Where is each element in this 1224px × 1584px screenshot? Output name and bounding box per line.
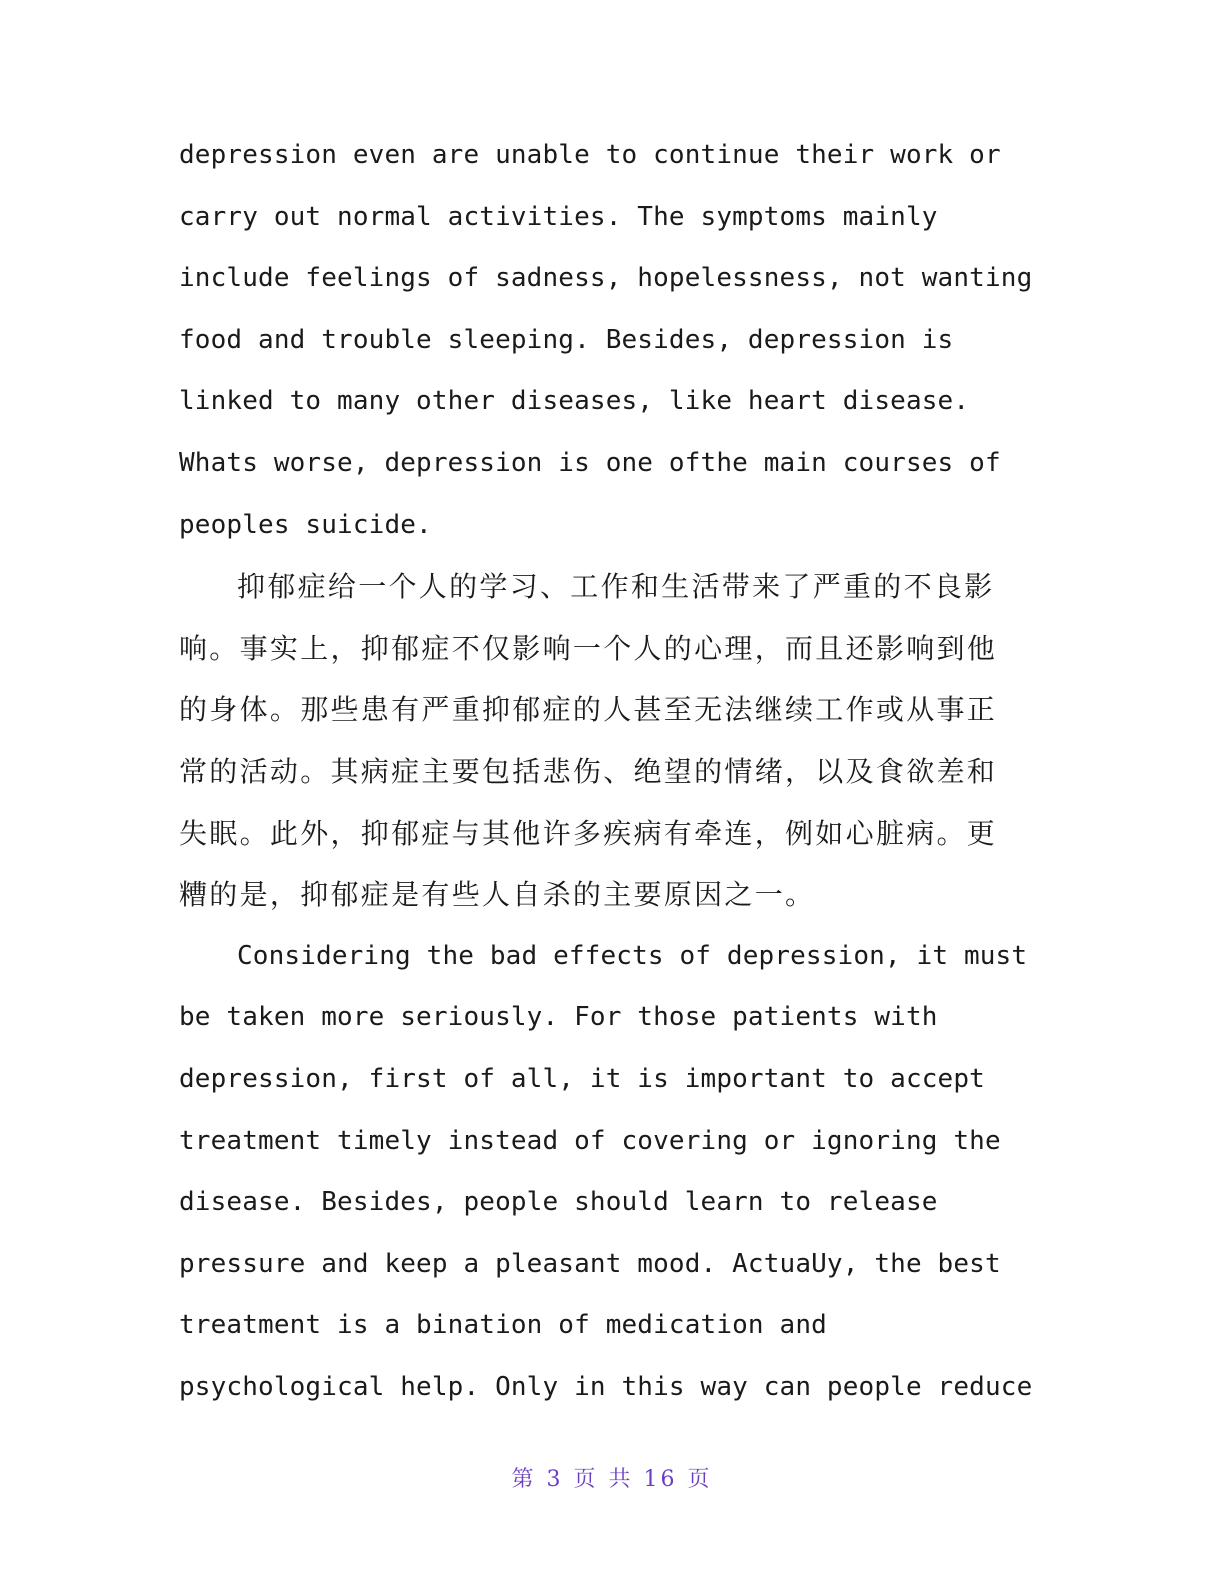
text-line: depression even are unable to continue their work or	[179, 140, 1001, 170]
text-line: disease. Besides, people should learn to release	[179, 1187, 938, 1218]
text-line: Whats worse, depression is one ofthe main courses of	[179, 447, 1001, 478]
text-line: include feelings of sadness, hopelessness, not wanting	[179, 263, 1033, 294]
text-line: food and trouble sleeping. Besides, depression is	[179, 324, 954, 355]
text-line: 糟的是，抑郁症是有些人自杀的主要原因之一。	[179, 878, 816, 912]
text-line: 常的活动。其病症主要包括悲伤、绝望的情绪，以及食欲差和	[179, 754, 998, 788]
text-line: psychological help. Only in this way can people reduce	[179, 1371, 1033, 1402]
text-line: pressure and keep a pleasant mood. ActuaUy, the best	[179, 1248, 1001, 1279]
text-line: be taken more seriously. For those patients with	[179, 1002, 938, 1033]
text-line: 响。事实上，抑郁症不仅影响一个人的心理，而且还影响到他	[179, 631, 998, 665]
text-line: 失眠。此外，抑郁症与其他许多疾病有牵连，例如心脏病。更	[179, 816, 998, 850]
text-line: Considering the bad effects of depression, it must	[237, 940, 1028, 971]
page-number-footer: 第 3 页 共 16 页	[511, 1467, 713, 1492]
text-line: 抑郁症给一个人的学习、工作和生活带来了严重的不良影	[237, 570, 995, 604]
text-line: treatment is a bination of medication and	[179, 1310, 827, 1341]
text-line: treatment timely instead of covering or ignoring the	[179, 1125, 1001, 1156]
text-line: 的身体。那些患有严重抑郁症的人甚至无法继续工作或从事正	[179, 693, 998, 727]
text-line: linked to many other diseases, like heart disease.	[179, 386, 970, 417]
text-line: carry out normal activities. The symptoms mainly	[179, 201, 938, 232]
text-line: depression, first of all, it is important to accept	[179, 1063, 985, 1094]
text-line: peoples suicide.	[179, 509, 432, 540]
body-text	[179, 125, 1059, 1418]
